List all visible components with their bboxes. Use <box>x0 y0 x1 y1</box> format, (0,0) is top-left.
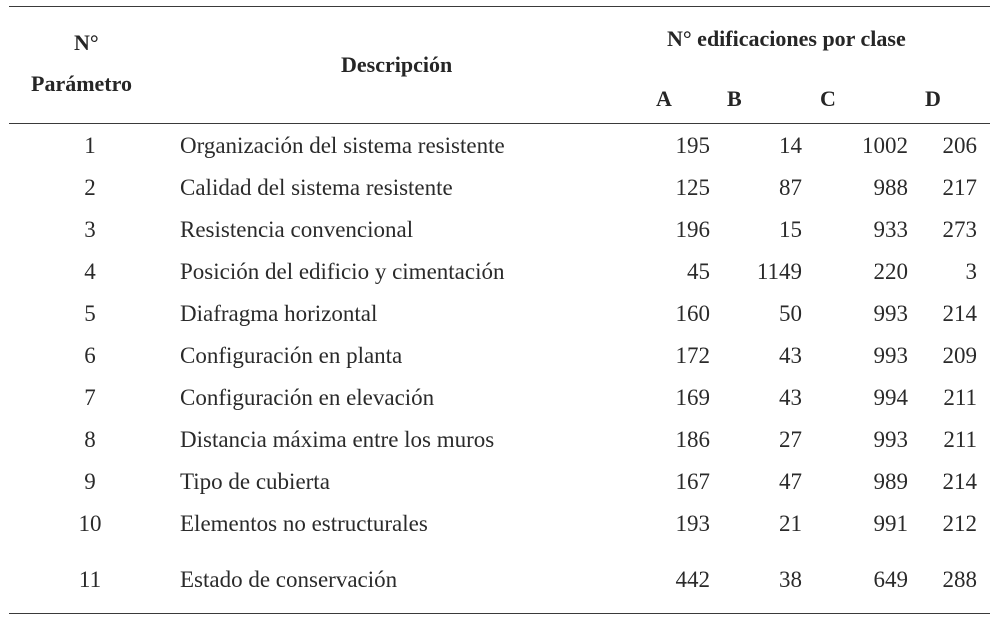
table-row <box>0 343 998 373</box>
row-class-c-count: 649 <box>873 567 908 592</box>
header-class-b: B <box>727 86 742 111</box>
row-class-c-count: 994 <box>873 385 908 410</box>
row-class-c-count: 988 <box>873 175 908 200</box>
row-class-d-count: 209 <box>942 343 977 368</box>
row-class-a-count: 169 <box>675 385 710 410</box>
row-number: 4 <box>84 259 96 284</box>
row-class-a-count: 186 <box>675 427 710 452</box>
table-top-rule <box>9 6 990 7</box>
row-description: Organización del sistema resistente <box>180 133 505 158</box>
table-row <box>0 511 998 541</box>
row-class-c-count: 991 <box>873 511 908 536</box>
row-description: Resistencia convencional <box>180 217 414 242</box>
row-class-d-count: 273 <box>942 217 977 242</box>
row-description: Estado de conservación <box>180 567 398 592</box>
row-class-d-count: 211 <box>943 427 977 452</box>
row-class-b-count: 21 <box>779 511 802 536</box>
row-description: Elementos no estructurales <box>180 511 428 536</box>
table-header-rule <box>9 123 990 124</box>
header-class-d: D <box>925 86 941 111</box>
row-class-a-count: 442 <box>675 567 710 592</box>
row-class-d-count: 217 <box>942 175 977 200</box>
header-class-a: A <box>656 86 672 111</box>
row-number: 3 <box>84 217 96 242</box>
row-class-c-count: 220 <box>873 259 908 284</box>
row-class-b-count: 27 <box>779 427 802 452</box>
table-row <box>0 259 998 289</box>
row-class-a-count: 125 <box>675 175 710 200</box>
row-class-c-count: 993 <box>873 301 908 326</box>
row-number: 7 <box>84 385 96 410</box>
row-description: Tipo de cubierta <box>180 469 330 494</box>
row-class-a-count: 172 <box>675 343 710 368</box>
header-class-c: C <box>820 86 836 111</box>
table-row <box>0 133 998 163</box>
row-number: 5 <box>84 301 96 326</box>
row-description: Configuración en planta <box>180 343 403 368</box>
header-param-line2: Parámetro <box>31 71 132 96</box>
table-row <box>0 427 998 457</box>
row-class-a-count: 193 <box>675 511 710 536</box>
row-class-d-count: 3 <box>965 259 977 284</box>
row-class-b-count: 43 <box>779 343 802 368</box>
row-number: 1 <box>84 133 96 158</box>
row-number: 10 <box>78 511 102 536</box>
row-class-b-count: 43 <box>779 385 802 410</box>
row-class-d-count: 288 <box>942 567 977 592</box>
header-description: Descripción <box>341 52 453 77</box>
row-description: Distancia máxima entre los muros <box>180 427 495 452</box>
row-class-b-count: 50 <box>779 301 802 326</box>
row-number: 9 <box>84 469 96 494</box>
row-class-b-count: 47 <box>779 469 802 494</box>
table-row <box>0 217 998 247</box>
table-row <box>0 469 998 499</box>
row-class-a-count: 45 <box>687 259 710 284</box>
row-class-d-count: 206 <box>942 133 977 158</box>
row-description: Posición del edificio y cimentación <box>180 259 505 284</box>
row-class-b-count: 14 <box>779 133 802 158</box>
row-class-d-count: 214 <box>942 469 977 494</box>
row-description: Diafragma horizontal <box>180 301 378 326</box>
row-class-a-count: 160 <box>675 301 710 326</box>
row-class-b-count: 38 <box>779 567 802 592</box>
row-class-d-count: 211 <box>943 385 977 410</box>
row-class-a-count: 196 <box>675 217 710 242</box>
header-param-line1: N° <box>74 30 99 55</box>
row-number: 2 <box>84 175 96 200</box>
row-class-c-count: 989 <box>873 469 908 494</box>
table-row <box>0 175 998 205</box>
row-class-c-count: 933 <box>873 217 908 242</box>
row-class-b-count: 15 <box>779 217 802 242</box>
row-class-c-count: 1002 <box>862 133 908 158</box>
row-class-a-count: 167 <box>675 469 710 494</box>
row-description: Calidad del sistema resistente <box>180 175 453 200</box>
row-number: 11 <box>78 567 102 592</box>
row-class-b-count: 1149 <box>756 259 802 284</box>
row-class-a-count: 195 <box>675 133 710 158</box>
row-class-c-count: 993 <box>873 343 908 368</box>
table-row <box>0 567 998 597</box>
table-row <box>0 301 998 331</box>
row-description: Configuración en elevación <box>180 385 435 410</box>
row-class-b-count: 87 <box>779 175 802 200</box>
row-number: 6 <box>84 343 96 368</box>
row-class-c-count: 993 <box>873 427 908 452</box>
header-class-group: N° edificaciones por clase <box>667 26 906 51</box>
row-number: 8 <box>84 427 96 452</box>
row-class-d-count: 212 <box>942 511 977 536</box>
row-class-d-count: 214 <box>942 301 977 326</box>
table-bottom-rule <box>9 613 990 614</box>
table-row <box>0 385 998 415</box>
